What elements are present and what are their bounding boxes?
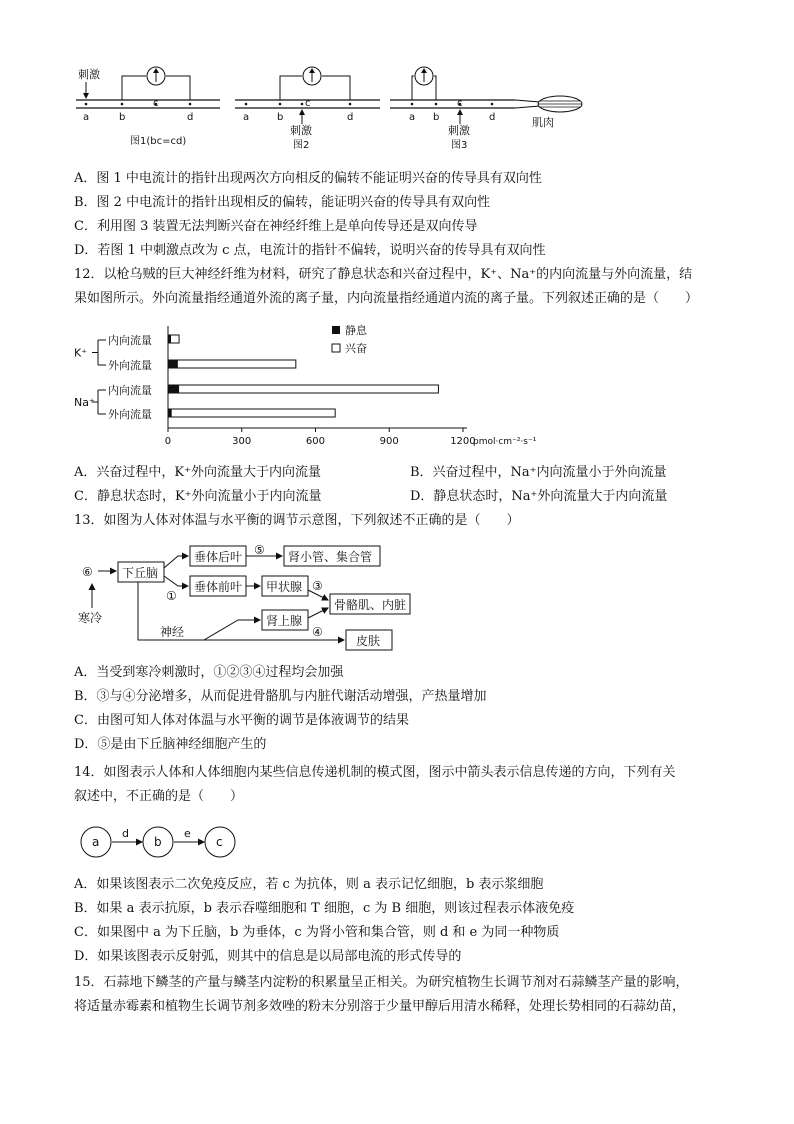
muscle-icon — [538, 96, 582, 112]
q11-option-a: A．图 1 中电流计的指针出现两次方向相反的偏转不能证明兴奋的传导具有双向性 — [74, 171, 542, 186]
bar-resting — [168, 335, 171, 343]
marker-1: ① — [166, 589, 177, 603]
bar-resting — [168, 360, 178, 368]
marker-3: ③ — [312, 579, 323, 593]
group-label: Na⁺ — [74, 396, 95, 409]
marker-5: ⑤ — [254, 543, 265, 557]
q14-option-c: C．如果图中 a 为下丘脑，b 为垂体，c 为肾小管和集合管，则 d 和 e 为同一种物质 — [74, 925, 560, 940]
fig2-b: b — [277, 112, 284, 123]
box-kidney-tubule: 肾小管、集合管 — [288, 550, 373, 564]
muscle-label: 肌肉 — [532, 116, 554, 129]
x-tick-label: 0 — [164, 436, 172, 447]
legend-label-excited: 兴奋 — [345, 342, 367, 355]
bar-label: 外向流量 — [108, 408, 152, 421]
bar-resting — [168, 385, 179, 393]
node-b: b — [154, 835, 162, 849]
bar-label: 外向流量 — [108, 359, 152, 372]
box-skeletal-muscle: 骨骼肌、内脏 — [334, 598, 407, 612]
x-tick-label: 300 — [232, 436, 252, 447]
q14-stem-line1: 14．如图表示人体和人体细胞内某些信息传递机制的模式图，图示中箭头表示信息传递的方向，下列有关 — [74, 765, 676, 780]
q14-option-b: B．如果 a 表示抗原，b 表示吞噬细胞和 T 细胞，c 为 B 细胞，则该过程表示体液免疫 — [74, 901, 575, 916]
group-label: K⁺ — [74, 346, 88, 360]
q11-option-b: B．图 2 中电流计的指针出现相反的偏转，能证明兴奋的传导具有双向性 — [74, 195, 491, 210]
q12-option-c: C．静息状态时，K⁺外向流量小于内向流量 — [74, 489, 322, 504]
q11-option-c: C．利用图 3 装置无法判断兴奋在神经纤维上是单向传导还是双向传导 — [74, 219, 478, 234]
q13-option-a: A．当受到寒冷刺激时，①②③④过程均会加强 — [74, 665, 344, 680]
fig3-d: d — [489, 112, 496, 123]
q12-option-d: D．静息状态时，Na⁺外向流量大于内向流量 — [410, 489, 668, 504]
bar-excited — [168, 385, 438, 393]
fig1-caption: 图1(bc=cd) — [130, 136, 187, 147]
node-c: c — [216, 835, 223, 849]
fig3-b: b — [433, 112, 440, 123]
fig1-a: a — [83, 112, 90, 123]
x-tick-label: 900 — [379, 436, 399, 447]
arrow-label-e: e — [184, 827, 191, 840]
fig3-stim-label: 刺激 — [448, 124, 470, 137]
ion-flux-chart — [70, 320, 570, 450]
box-adrenal: 肾上腺 — [266, 614, 303, 628]
fig1-b: b — [119, 112, 126, 123]
q14-option-d: D．如果该图表示反射弧，则其中的信息是以局部电流的形式传导的 — [74, 949, 462, 964]
marker-4: ④ — [312, 625, 323, 639]
bar-resting — [168, 409, 172, 417]
fig3-caption: 图3 — [451, 140, 468, 151]
x-tick-label: 600 — [305, 436, 325, 447]
q12-stem-line2: 果如图所示。外向流量指经通道外流的离子量，内向流量指经通道内流的离子量。下列叙述正确的是（ ） — [74, 291, 699, 306]
fig1-d: d — [187, 112, 194, 123]
bar-excited — [168, 409, 335, 417]
q13-stem: 13．如图为人体对体温与水平衡的调节示意图，下列叙述不正确的是（ ） — [74, 513, 520, 528]
bar-excited — [168, 360, 296, 368]
q11-option-d: D．若图 1 中刺激点改为 c 点，电流计的指针不偏转，说明兴奋的传导具有双向性 — [74, 243, 546, 258]
marker-6: ⑥ — [82, 565, 93, 579]
box-posterior-pituitary: 垂体后叶 — [194, 550, 243, 564]
label-cold: 寒冷 — [78, 611, 103, 625]
fig2-stim-label: 刺激 — [290, 124, 312, 137]
fig1-c: c — [153, 98, 159, 109]
fig2-a: a — [243, 112, 250, 123]
fig2-d: d — [347, 112, 354, 123]
q14-stem-line2: 叙述中，不正确的是（ ） — [74, 789, 244, 804]
bar-label: 内向流量 — [108, 334, 152, 347]
figure-2 — [235, 67, 380, 151]
fig3-a: a — [409, 112, 416, 123]
figure-3 — [390, 67, 582, 151]
x-tick-label: 1200 — [450, 436, 476, 447]
fig2-c: c — [305, 98, 311, 109]
thermoregulation-diagram — [74, 540, 434, 660]
fig2-caption: 图2 — [293, 140, 310, 151]
arrow-label-d: d — [122, 827, 129, 840]
box-skin: 皮肤 — [356, 634, 381, 648]
signal-chain-diagram — [76, 822, 246, 862]
figure-1 — [76, 67, 220, 147]
legend-label-resting: 静息 — [345, 324, 367, 337]
q13-option-d: D．⑤是由下丘脑神经细胞产生的 — [74, 737, 267, 752]
q15-stem-line1: 15．石蒜地下鳞茎的产量与鳞茎内淀粉的积累量呈正相关。为研究植物生长调节剂对石蒜鳞茎产量的影响， — [74, 975, 689, 990]
q13-option-b: B．③与④分泌增多，从而促进骨骼肌与内脏代谢活动增强，产热量增加 — [74, 689, 487, 704]
legend-swatch-excited — [332, 344, 340, 352]
box-anterior-pituitary: 垂体前叶 — [194, 580, 243, 594]
box-thyroid: 甲状腺 — [266, 580, 303, 594]
q15-stem-line2: 将适量赤霉素和植物生长调节剂多效唑的粉末分别溶于少量甲醇后用清水稀释，处理长势相同的石蒜幼苗， — [74, 999, 686, 1014]
q12-option-a: A．兴奋过程中，K⁺外向流量大于内向流量 — [74, 465, 321, 480]
node-a: a — [92, 835, 100, 849]
x-unit-label: pmol·cm⁻²·s⁻¹ — [473, 437, 537, 447]
q12-option-b: B．兴奋过程中，Na⁺内向流量小于外向流量 — [410, 465, 667, 480]
label-nerve: 神经 — [160, 625, 185, 639]
fig1-stim-label: 刺激 — [78, 68, 100, 81]
q12-stem-line1: 12．以枪乌贼的巨大神经纤维为材料，研究了静息状态和兴奋过程中，K⁺、Na⁺的内向流量与外向流量，结 — [74, 267, 693, 282]
legend-swatch-resting — [332, 326, 340, 334]
q14-option-a: A．如果该图表示二次免疫反应，若 c 为抗体，则 a 表示记忆细胞，b 表示浆细胞 — [74, 877, 544, 892]
box-hypothalamus: 下丘脑 — [122, 566, 159, 580]
nerve-figures — [60, 62, 600, 162]
bar-label: 内向流量 — [108, 384, 152, 397]
fig3-c: c — [457, 98, 463, 109]
q13-option-c: C．由图可知人体对体温与水平衡的调节是体液调节的结果 — [74, 713, 409, 728]
